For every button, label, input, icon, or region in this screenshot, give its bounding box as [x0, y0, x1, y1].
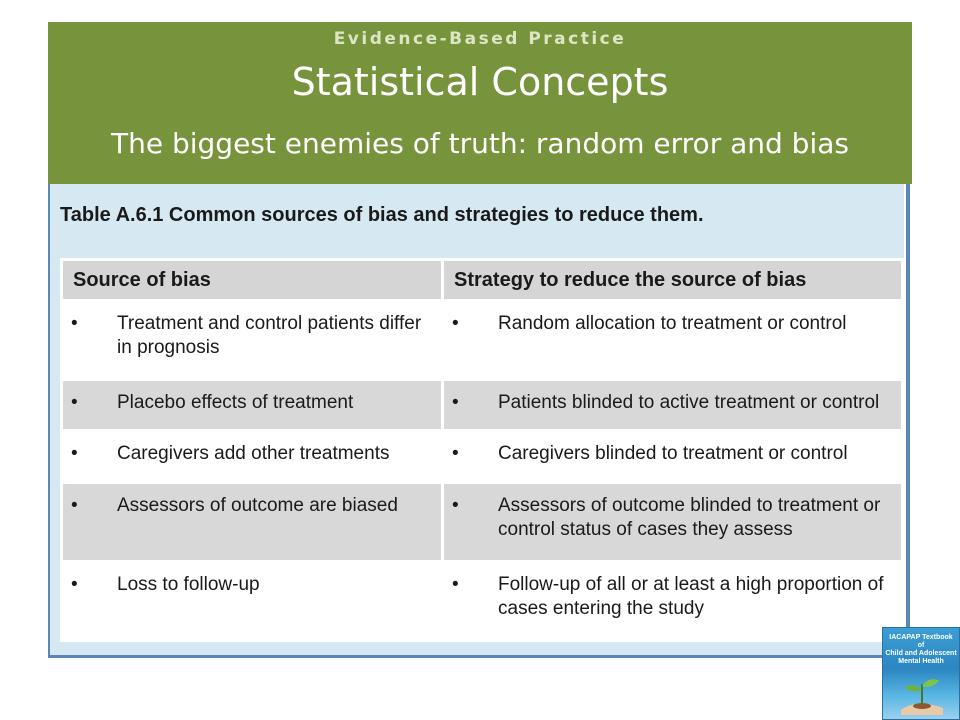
- banner-supertitle: Evidence-Based Practice: [333, 29, 627, 49]
- plant-in-hand-icon: [897, 668, 947, 718]
- cover-title: [883, 634, 959, 666]
- table-row: [63, 302, 901, 378]
- strategy-text: Random allocation to treatment or control: [498, 313, 847, 334]
- cover-line: Mental Health: [898, 658, 944, 665]
- source-text: Assessors of outcome are biased: [117, 494, 398, 516]
- table-figure: [48, 184, 904, 658]
- slide-title: Statistical Concepts: [291, 60, 669, 104]
- source-text: Loss to follow-up: [117, 573, 260, 595]
- strategy-text: Follow-up of all or at least a high proportion of cases entering the study: [498, 573, 884, 619]
- strategy-cell: [444, 381, 901, 429]
- slide-subtitle: The biggest enemies of truth: random error and bias: [111, 127, 849, 160]
- strategy-text: Patients blinded to active treatment or control: [498, 392, 880, 414]
- bullet: •: [71, 494, 78, 516]
- table-caption: Table A.6.1 Common sources of bias and strategies to reduce them.: [60, 204, 704, 226]
- bullet: •: [452, 313, 459, 334]
- bullet: •: [452, 494, 459, 516]
- source-cell: [63, 484, 441, 560]
- source-text: Treatment and control patients differ in prognosis: [117, 313, 422, 358]
- bullet: •: [71, 392, 78, 414]
- figure-right-border: [904, 184, 910, 658]
- table-header-row: [63, 261, 901, 299]
- table-row: [63, 484, 901, 560]
- table-row: [63, 563, 901, 639]
- strategy-text: Caregivers blinded to treatment or control: [498, 443, 848, 465]
- source-cell: [63, 381, 441, 429]
- bullet: •: [71, 313, 78, 334]
- source-text: Caregivers add other treatments: [117, 443, 390, 465]
- source-cell: [63, 302, 441, 378]
- strategy-cell: [444, 432, 901, 480]
- bias-table-container: [60, 258, 904, 642]
- bullet: •: [71, 443, 78, 465]
- header-strategy: Strategy to reduce the source of bias: [444, 261, 901, 299]
- book-cover-thumbnail: [882, 627, 960, 720]
- strategy-cell: [444, 302, 901, 378]
- cover-line: IACAPAP Textbook: [889, 634, 953, 641]
- bullet: •: [71, 573, 78, 595]
- source-text: Placebo effects of treatment: [117, 392, 354, 414]
- strategy-text: Assessors of outcome blinded to treatment or control status of cases they assess: [498, 494, 881, 540]
- cover-line: of: [917, 642, 925, 649]
- bullet: •: [452, 392, 459, 414]
- table-row: [63, 381, 901, 429]
- bullet: •: [452, 443, 459, 465]
- bullet: •: [452, 573, 459, 595]
- source-cell: [63, 432, 441, 480]
- table-row: [63, 432, 901, 480]
- strategy-cell: [444, 484, 901, 560]
- bias-table: [60, 258, 904, 642]
- header-source: Source of bias: [63, 261, 441, 299]
- title-banner: [48, 22, 912, 184]
- strategy-cell: [444, 563, 901, 639]
- cover-line: Child and Adolescent: [885, 650, 957, 657]
- source-cell: [63, 563, 441, 639]
